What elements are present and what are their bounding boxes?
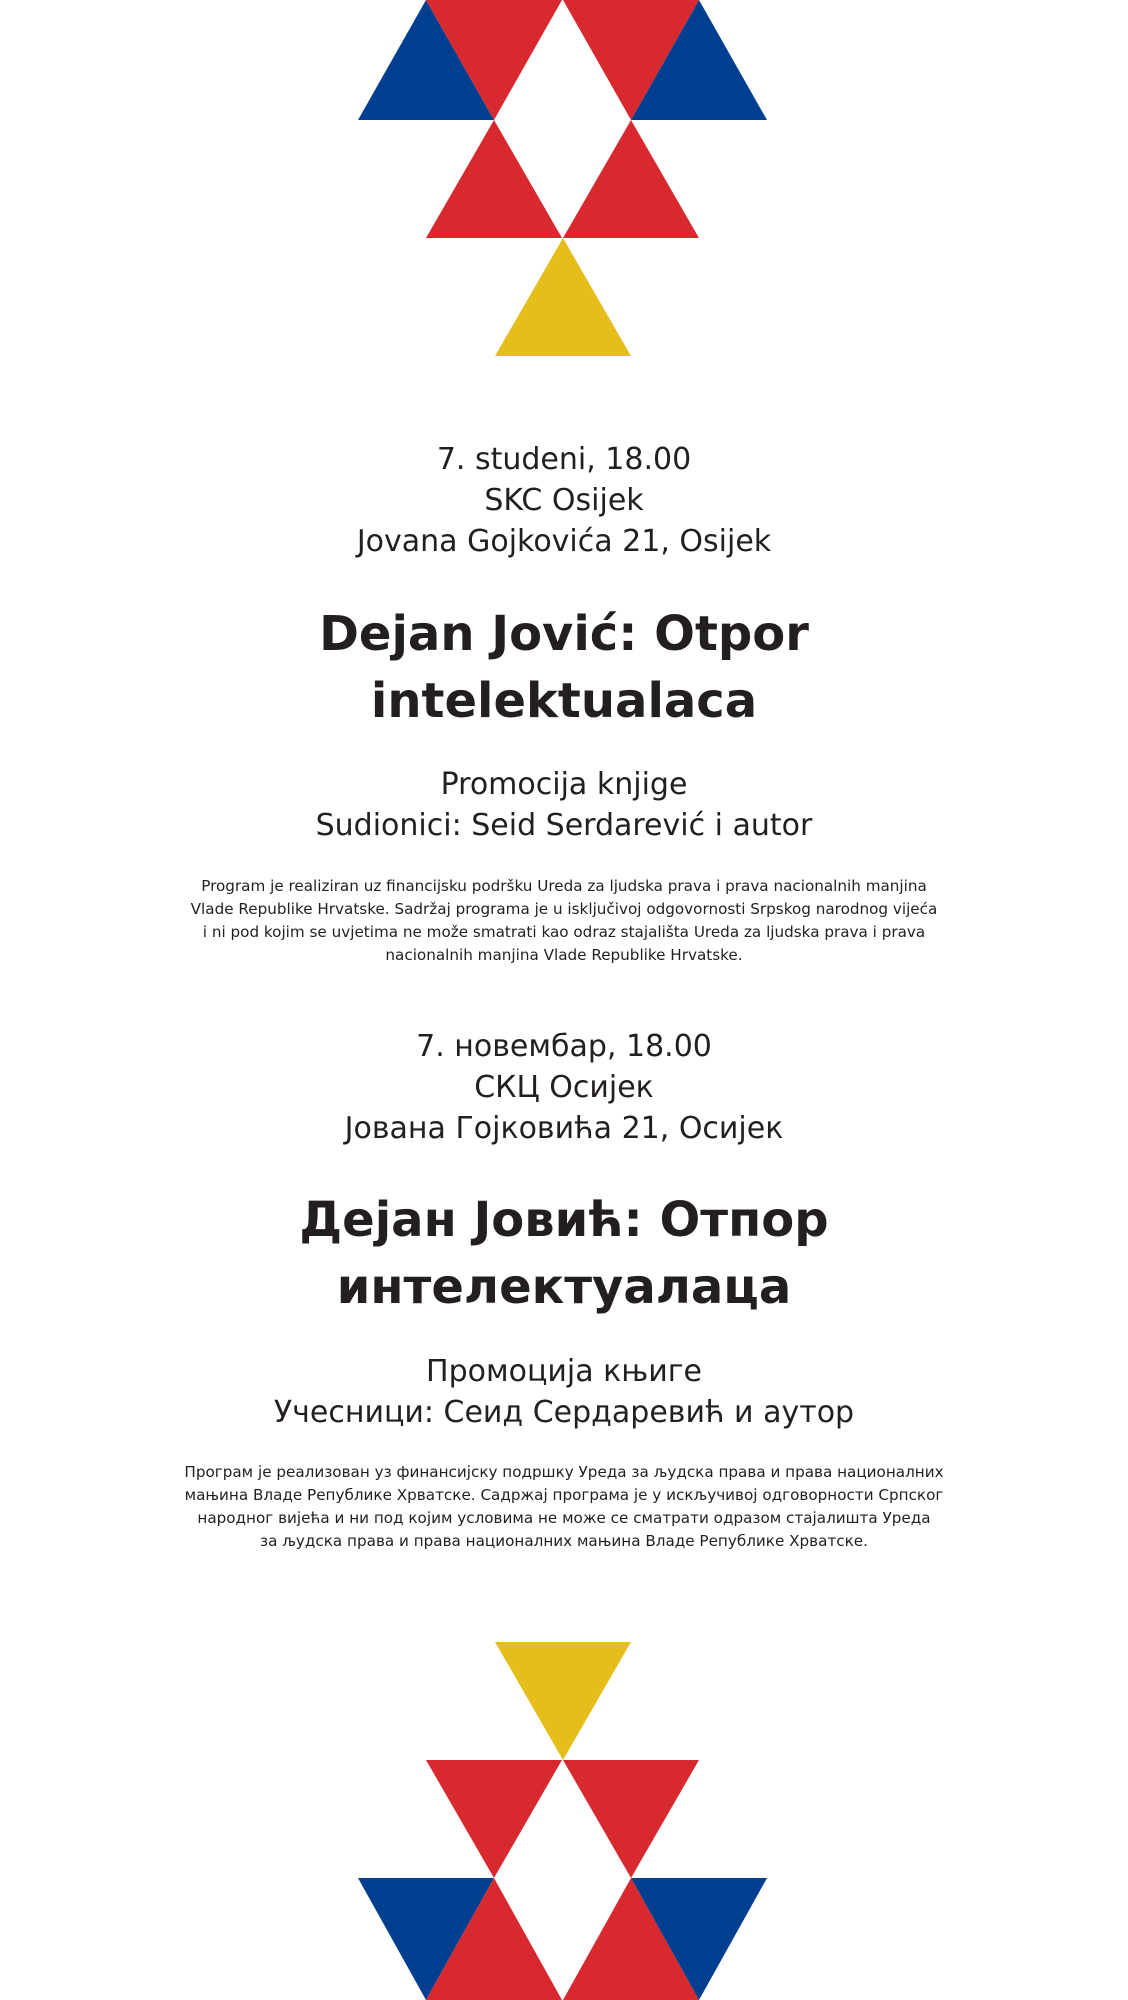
funding-note-latin-line-2: Vlade Republike Hrvatske. Sadržaj programa je u isključivoj odgovornosti Srpskog narodnog vijeća	[190, 900, 938, 918]
event-title-cyrillic-line-1: Дејан Јовић: Отпор	[299, 1192, 829, 1248]
red-triangle-lower-left	[426, 1760, 562, 1878]
funding-note-latin	[0, 875, 1128, 967]
event-date-cyrillic: 7. новембар, 18.00	[416, 1029, 712, 1064]
funding-note-latin-line-1: Program je realiziran uz financijsku podršku Ureda za ljudska prava i prava nacionalnih manjina	[201, 877, 927, 895]
funding-note-latin-line-4: nacionalnih manjina Vlade Republike Hrvatske.	[385, 946, 743, 964]
red-triangle-middle-left	[426, 120, 562, 238]
triangle-pattern-bottom	[0, 1640, 1128, 2000]
event-venue-latin: SKC Osijek	[484, 483, 644, 518]
event-title-cyrillic-line-2: интелектуалаца	[336, 1259, 792, 1315]
event-info-cyrillic	[0, 1026, 1128, 1149]
funding-note-cyrillic-line-2: мањина Владе Републике Хрватске. Садржај програма је у искључивој одговорности Српског	[184, 1486, 944, 1504]
funding-note-cyrillic-line-3: народног вијећа и ни под којим условима не може се сматрати одразом стајалишта Уреда	[197, 1509, 931, 1527]
event-info-latin	[0, 439, 1128, 562]
funding-note-latin-line-3: i ni pod kojim se uvjetima ne može smatrati kao odraz stajališta Ureda za ljudska prava i prava	[202, 923, 926, 941]
event-subtitle-latin	[0, 764, 1128, 846]
event-title-latin	[0, 601, 1128, 735]
event-type-latin: Promocija knjige	[440, 767, 688, 802]
event-address-latin: Jovana Gojkovića 21, Osijek	[356, 524, 772, 559]
funding-note-cyrillic-line-1: Програм је реализован уз финансијску подршку Уреда за људска права и права националних	[184, 1463, 944, 1481]
event-title-latin-line-2: intelektualaca	[370, 673, 758, 729]
yellow-triangle-top	[495, 238, 631, 356]
yellow-triangle-bottom	[495, 1642, 631, 1760]
red-triangle-lower-right	[563, 1760, 699, 1878]
event-type-cyrillic: Промоција књиге	[426, 1354, 702, 1389]
event-date-latin: 7. studeni, 18.00	[436, 442, 692, 477]
funding-note-cyrillic	[0, 1461, 1128, 1553]
red-triangle-middle-right	[563, 120, 699, 238]
triangle-pattern-top	[0, 0, 1128, 360]
event-venue-cyrillic: СКЦ Осијек	[474, 1070, 654, 1105]
event-title-cyrillic	[0, 1187, 1128, 1321]
event-participants-cyrillic: Учесници: Сеид Сердаревић и аутор	[273, 1395, 855, 1430]
event-subtitle-cyrillic	[0, 1351, 1128, 1433]
event-address-cyrillic: Јована Гојковића 21, Осијек	[344, 1111, 784, 1146]
event-title-latin-line-1: Dejan Jović: Otpor	[319, 606, 809, 662]
funding-note-cyrillic-line-4: за људска права и права националних мањина Владе Републике Хрватске.	[260, 1532, 868, 1550]
event-participants-latin: Sudionici: Seid Serdarević i autor	[315, 808, 813, 843]
